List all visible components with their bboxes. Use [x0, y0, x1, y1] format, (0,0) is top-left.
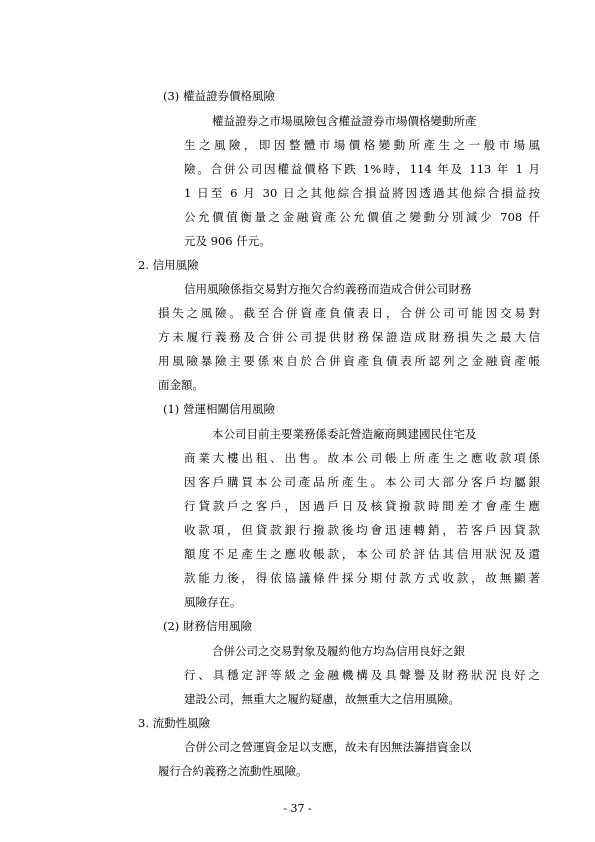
paragraph-line: 風險存在。 — [184, 595, 242, 609]
paragraph-line: 行貸款戶之客戶，因過戶日及核貸撥款時間差才會產生應 — [184, 499, 540, 513]
paragraph-line: 1 日至 6 月 30 日之其他綜合損益將因透過其他綜合損益按 — [184, 186, 540, 200]
paragraph-line: 用風險暴險主要係來自於合併資產負債表所認列之金融資產帳 — [158, 354, 540, 368]
section-heading-equity-price-risk: (3) 權益證券價格風險 — [163, 89, 275, 103]
paragraph-line: 因客戶購買本公司產品所產生。本公司大部分客戶均屬銀 — [184, 475, 540, 489]
section-heading-financial-credit-risk: (2) 財務信用風險 — [163, 619, 252, 633]
paragraph-line: 行、具穩定評等級之金融機構及具聲譽及財務狀況良好之 — [184, 668, 540, 682]
paragraph-line: 方未履行義務及合併公司提供財務保證造成財務損失之最大信 — [158, 330, 540, 344]
paragraph-line: 款能力後，得依協議條件採分期付款方式收款，故無顯著 — [184, 571, 540, 585]
paragraph-line: 生之風險，即因整體市場價格變動所產生之一般市場風 — [184, 138, 540, 152]
paragraph-line: 履行合約義務之流動性風險。 — [158, 764, 308, 778]
paragraph-line: 權益證券之市場風險包含權益證券市場價格變動所產 — [212, 114, 477, 128]
paragraph-line: 公允價值衡量之金融資產公允價值之變動分別減少 708 仟 — [184, 210, 540, 224]
paragraph-line: 損失之風險。截至合併資產負債表日，合併公司可能因交易對 — [158, 306, 540, 320]
paragraph-line: 險。合併公司因權益價格下跌 1%時，114 年及 113 年 1 月 — [184, 162, 540, 176]
paragraph-line: 合併公司之交易對象及履約他方均為信用良好之銀 — [212, 644, 465, 658]
paragraph-line: 本公司目前主要業務係委託營造廠商興建國民住宅及 — [212, 427, 477, 441]
paragraph-line: 元及 906 仟元。 — [184, 234, 271, 248]
paragraph-line: 額度不足產生之應收帳款，本公司於評估其信用狀況及還 — [184, 547, 540, 561]
paragraph-line: 信用風險係指交易對方拖欠合約義務而造成合併公司財務 — [184, 282, 472, 296]
page-number: - 37 - — [283, 802, 312, 815]
paragraph-line: 合併公司之營運資金足以支應，故未有因無法籌措資金以 — [184, 740, 472, 754]
paragraph-line: 商業大樓出租、出售。故本公司帳上所產生之應收款項係 — [184, 451, 540, 465]
section-heading-liquidity-risk: 3. 流動性風險 — [138, 716, 211, 730]
paragraph-line: 面金額。 — [158, 378, 204, 392]
section-heading-credit-risk: 2. 信用風險 — [138, 258, 199, 272]
paragraph-line: 建設公司，無重大之履約疑慮，故無重大之信用風險。 — [184, 692, 460, 706]
section-heading-operating-credit-risk: (1) 營運相關信用風險 — [163, 402, 275, 416]
paragraph-line: 收款項，但貸款銀行撥款後均會迅速轉銷，若客戶因貸款 — [184, 523, 540, 537]
